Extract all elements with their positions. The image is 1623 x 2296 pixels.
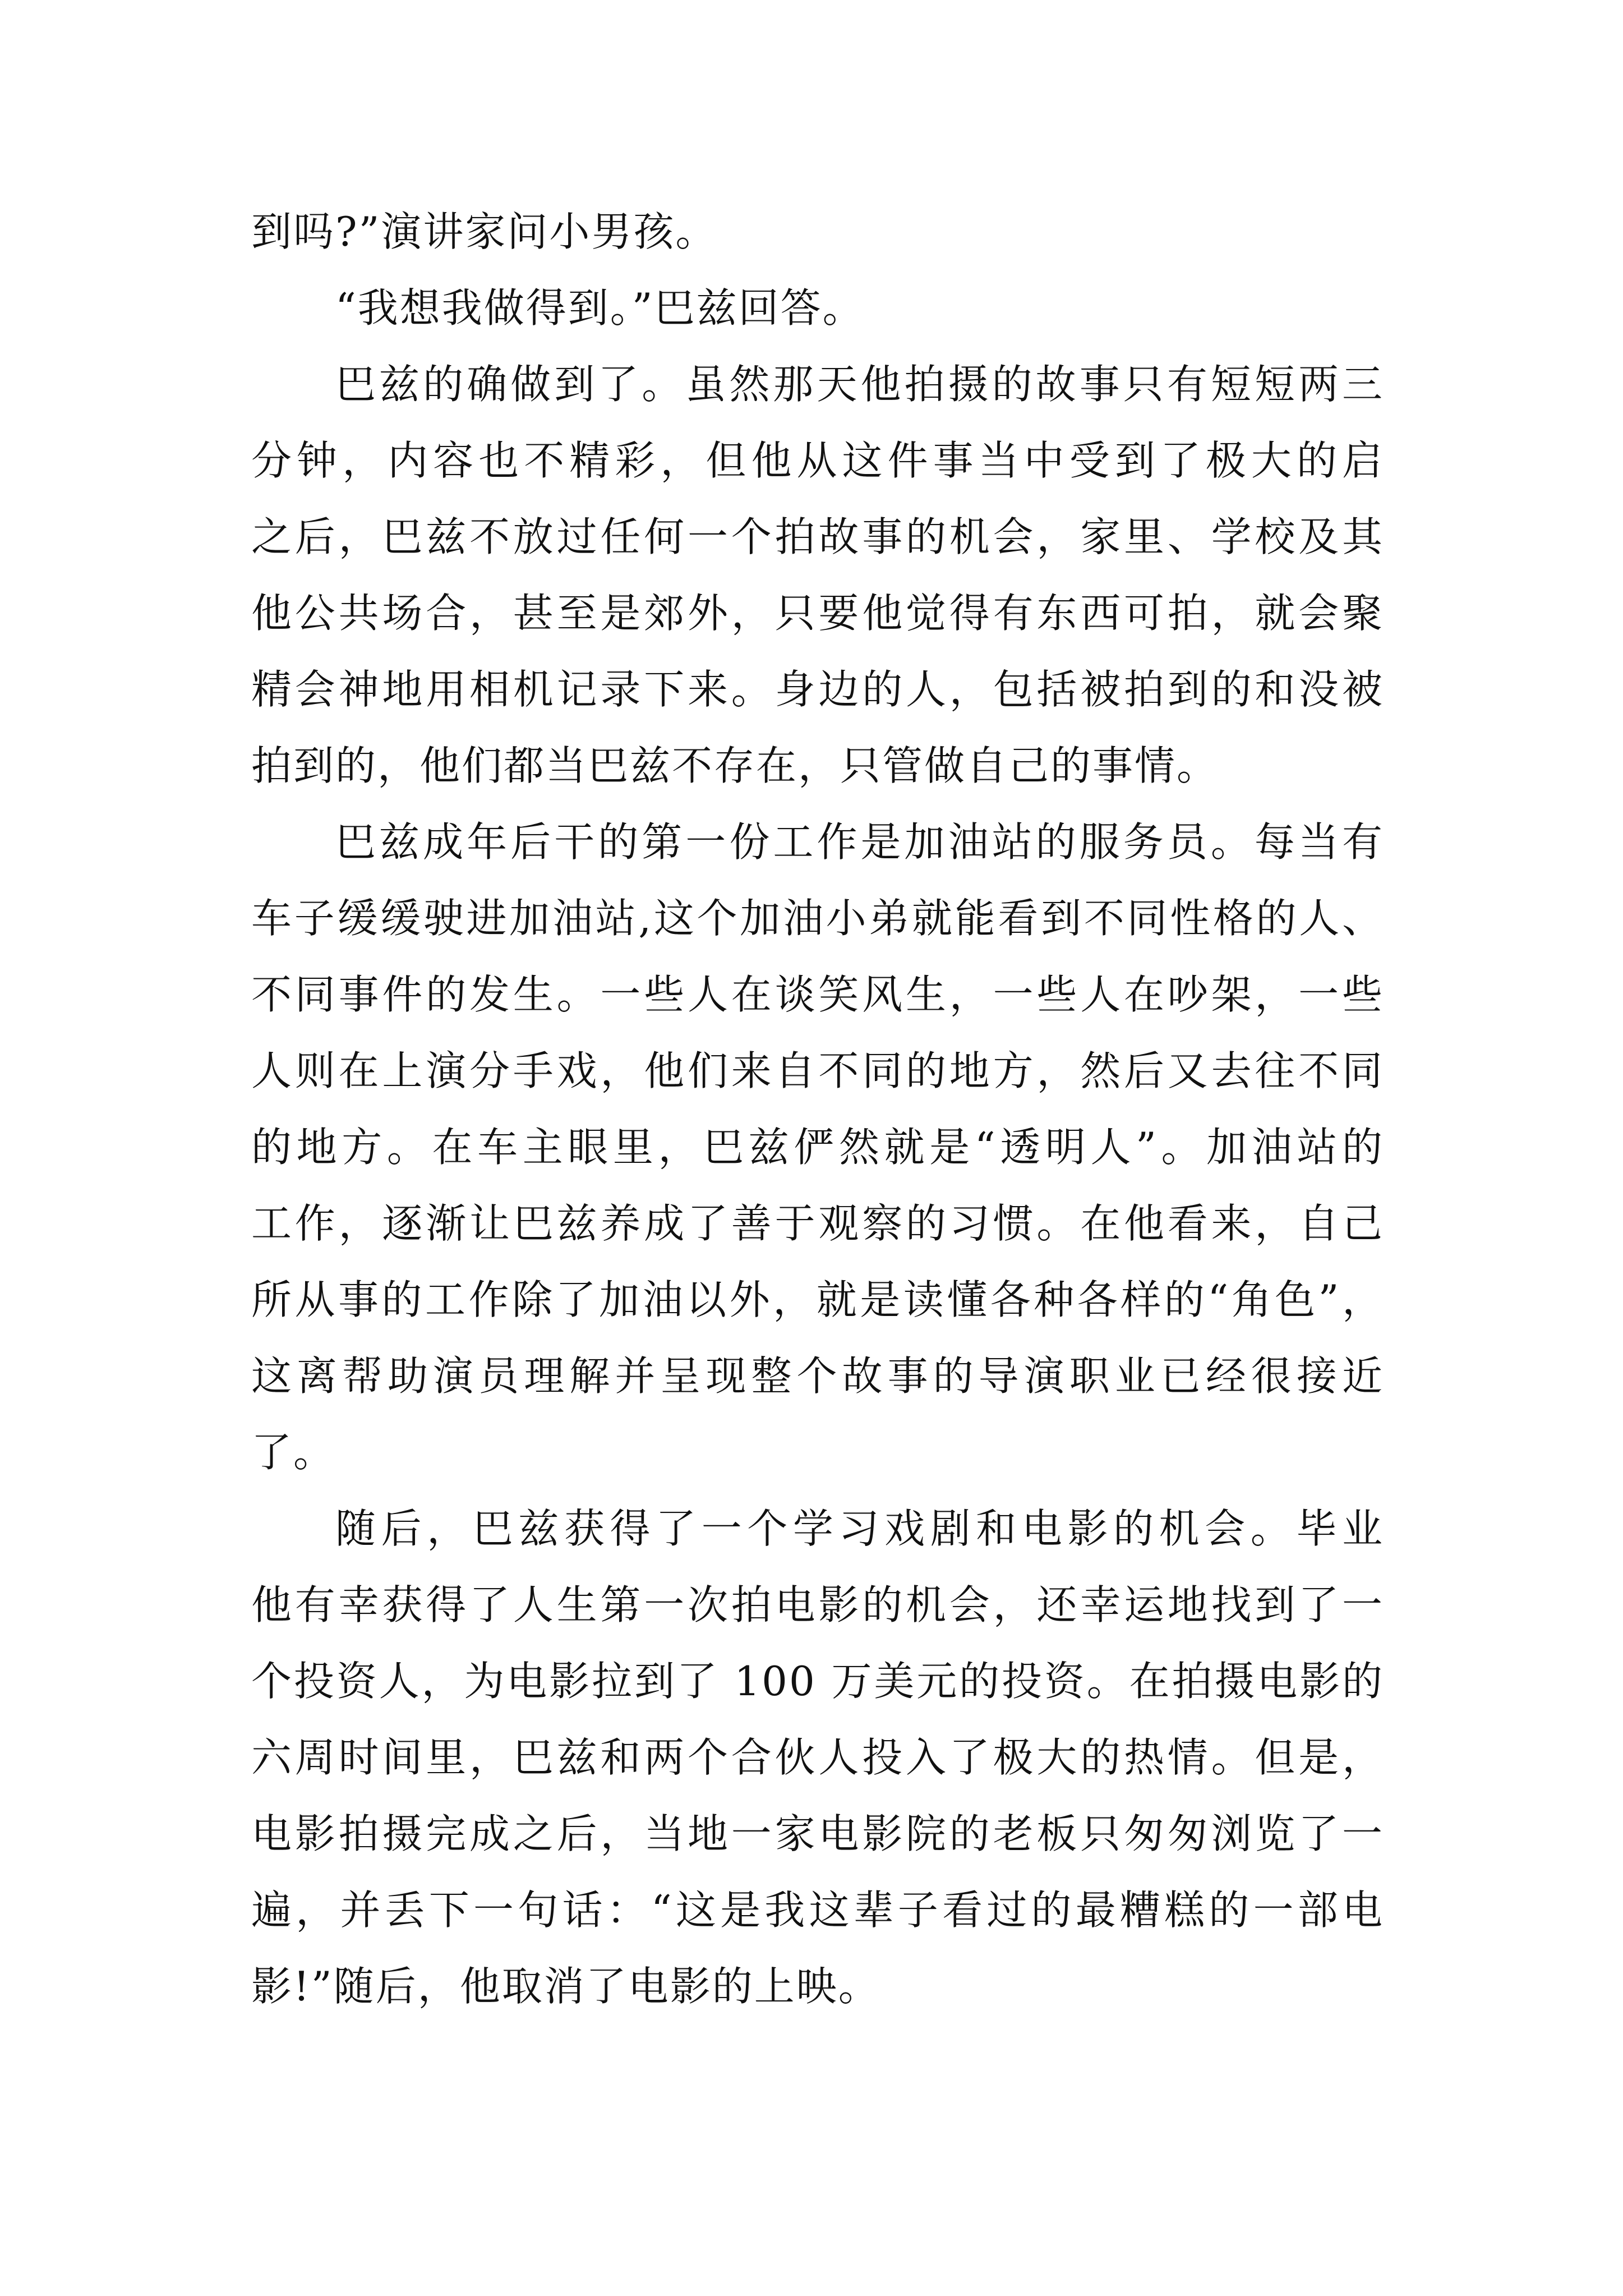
text-line: 拍到的，他们都当巴兹不存在，只管做自己的事情。 — [251, 742, 1219, 789]
text-line: 他有幸获得了人生第一次拍电影的机会，还幸运地找到了一 — [251, 1581, 1384, 1628]
text-line: 分钟，内容也不精彩，但他从这件事当中受到了极大的启 — [251, 437, 1384, 484]
text-line: 这离帮助演员理解并呈现整个故事的导演职业已经很接近 — [251, 1352, 1384, 1400]
text-line: 电影拍摄完成之后，当地一家电影院的老板只匆匆浏览了一 — [251, 1810, 1384, 1857]
text-line: 工作，逐渐让巴兹养成了善于观察的习惯。在他看来，自己 — [251, 1200, 1384, 1247]
text-line: 人则在上演分手戏，他们来自不同的地方，然后又去往不同 — [251, 1047, 1384, 1094]
text-line: 精会神地用相机记录下来。身边的人，包括被拍到的和没被 — [251, 666, 1384, 713]
text-line: 不同事件的发生。一些人在谈笑风生，一些人在吵架，一些 — [251, 971, 1384, 1018]
text-line: 六周时间里，巴兹和两个合伙人投入了极大的热情。但是， — [251, 1734, 1384, 1781]
body-text — [251, 194, 1384, 2024]
text-line: “我想我做得到。”巴兹回答。 — [335, 284, 865, 332]
text-line: 巴兹成年后干的第一份工作是加油站的服务员。每当有 — [335, 818, 1384, 866]
text-line: 巴兹的确做到了。虽然那天他拍摄的故事只有短短两三 — [335, 361, 1384, 408]
text-line: 的地方。在车主眼里，巴兹俨然就是“透明人”。加油站的 — [251, 1124, 1384, 1171]
text-line: 车子缓缓驶进加油站,这个加油小弟就能看到不同性格的人、 — [251, 895, 1384, 942]
text-line: 随后，巴兹获得了一个学习戏剧和电影的机会。毕业 — [335, 1505, 1384, 1552]
text-line: 他公共场合，甚至是郊外，只要他觉得有东西可拍，就会聚 — [251, 590, 1384, 637]
text-line: 之后，巴兹不放过任何一个拍故事的机会，家里、学校及其 — [251, 513, 1384, 560]
text-line: 遍，并丢下一句话：“这是我这辈子看过的最糟糕的一部电 — [251, 1887, 1384, 1934]
text-line: 影!”随后，他取消了电影的上映。 — [251, 1963, 880, 2010]
text-line: 所从事的工作除了加油以外，就是读懂各种各样的“角色”， — [251, 1276, 1384, 1323]
text-line: 了。 — [251, 1429, 336, 1476]
text-line: 到吗?”演讲家问小男孩。 — [251, 208, 718, 255]
text-line: 个投资人，为电影拉到了 100 万美元的投资。在拍摄电影的 — [251, 1658, 1384, 1705]
